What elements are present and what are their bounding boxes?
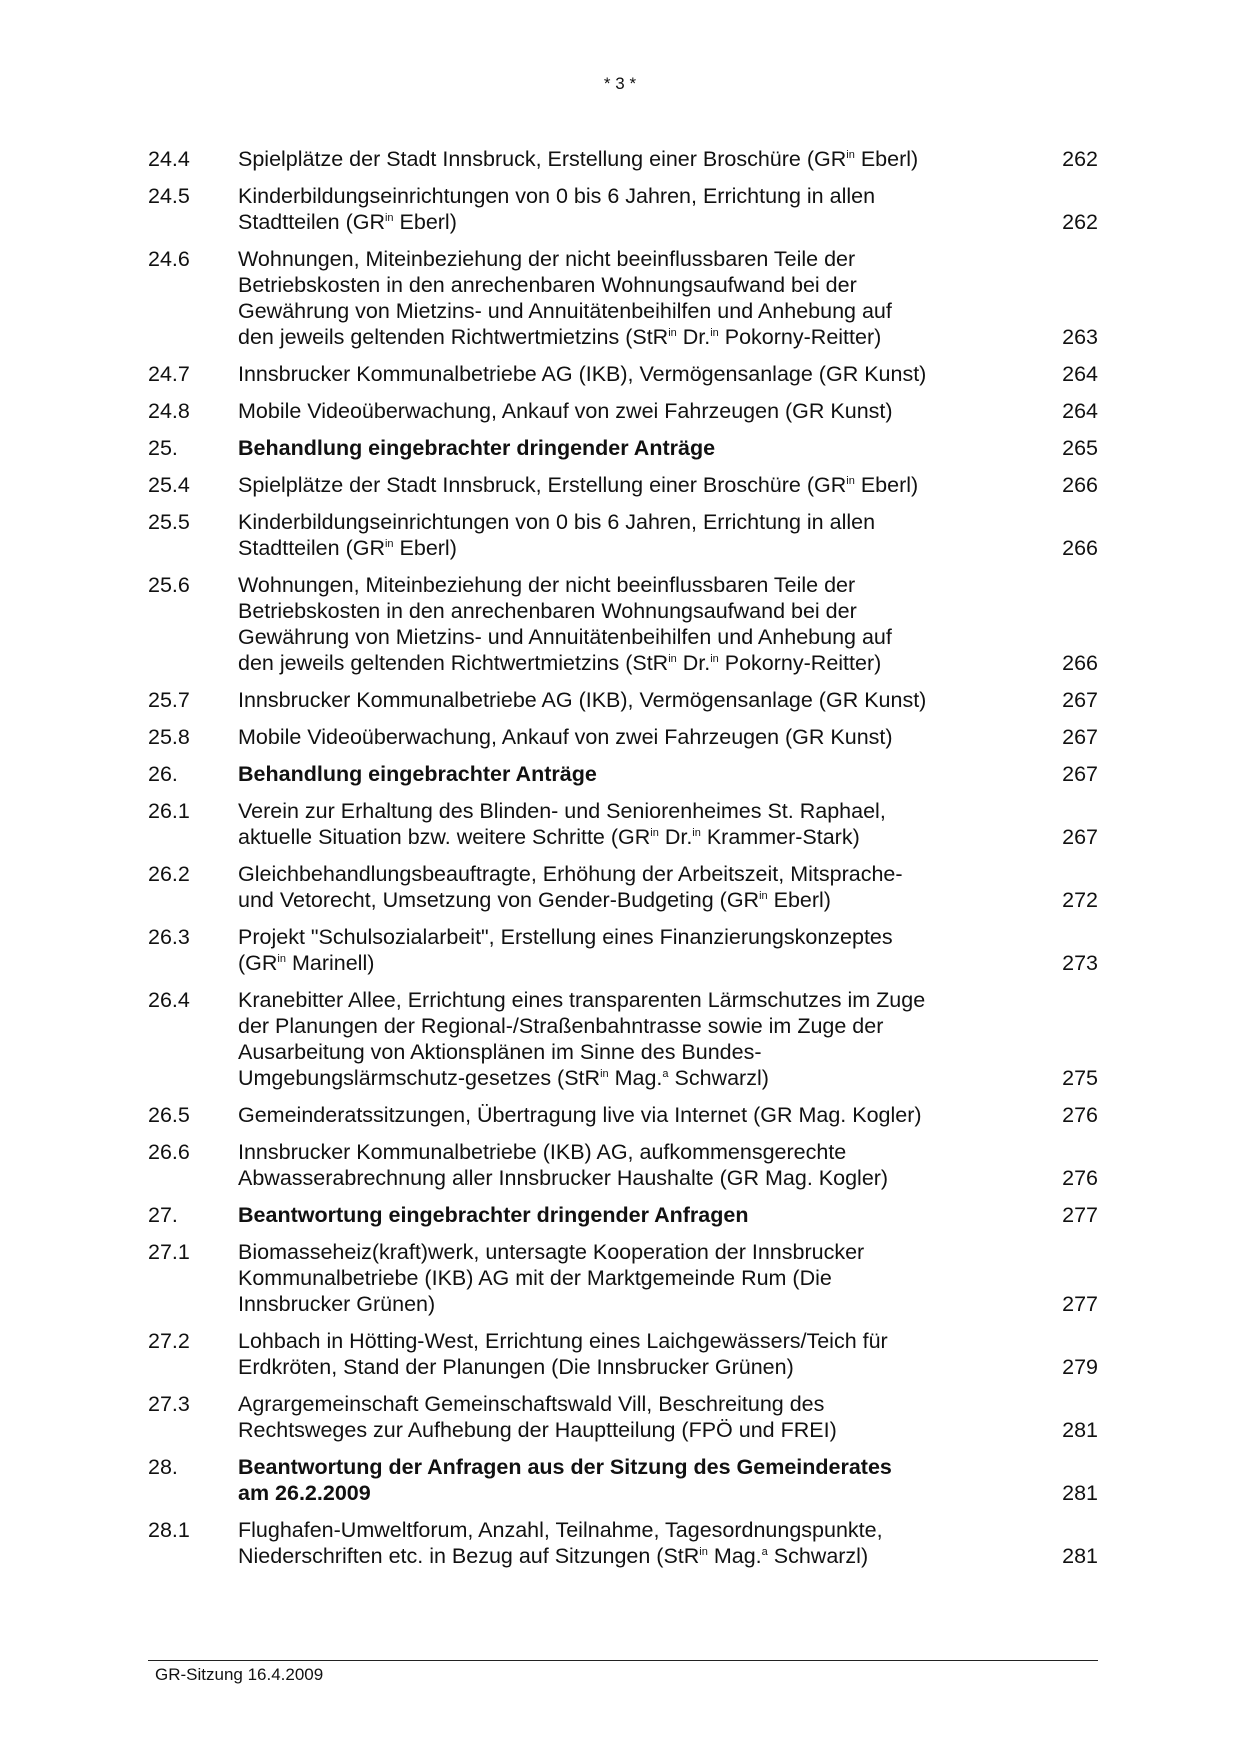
text-segment: Verein zur Erhaltung des Blinden- und Seniorenheimes St. Raphael, — [238, 799, 886, 823]
text-segment: Lohbach in Hötting-West, Errichtung eines Laichgewässers/Teich für — [238, 1329, 888, 1353]
text-segment: Gewährung von Mietzins- und Annuitätenbeihilfen und Anhebung auf — [238, 625, 892, 649]
text-segment: Mag. — [707, 1544, 762, 1568]
toc-entry-title — [238, 924, 1042, 976]
toc-entry-page: 264 — [1062, 362, 1098, 386]
toc-entry — [148, 798, 1098, 850]
text-segment: Krammer-Stark) — [700, 825, 860, 849]
toc-entry-title-line — [238, 1328, 1012, 1354]
text-segment: Wohnungen, Miteinbeziehung der nicht beeinflussbaren Teile der — [238, 247, 856, 271]
superscript: a — [662, 1068, 669, 1080]
text-segment: Eberl) — [854, 473, 919, 497]
toc-entry-page: 262 — [1062, 210, 1098, 234]
toc-entry-title-line — [238, 472, 1012, 498]
toc-entry-number: 27.2 — [148, 1329, 190, 1353]
toc-entry-title — [238, 183, 1042, 235]
toc-entry-title — [238, 1391, 1042, 1443]
toc-entry-title-line — [238, 1039, 1012, 1065]
text-segment: Behandlung eingebrachter Anträge — [238, 762, 597, 786]
toc-entry-number: 24.7 — [148, 362, 190, 386]
text-segment: Innsbrucker Kommunalbetriebe AG (IKB), Vermögensanlage (GR Kunst) — [238, 688, 927, 712]
toc-entry-title — [238, 1517, 1042, 1569]
toc-entry — [148, 183, 1098, 235]
table-of-contents — [148, 146, 1098, 1580]
text-segment: Flughafen-Umweltforum, Anzahl, Teilnahme, Tagesordnungspunkte, — [238, 1518, 883, 1542]
toc-entry-page: 275 — [1062, 1066, 1098, 1090]
text-segment: und Vetorecht, Umsetzung von Gender-Budgeting (GR — [238, 888, 760, 912]
toc-entry-number: 24.8 — [148, 399, 190, 423]
toc-entry-page: 272 — [1062, 888, 1098, 912]
toc-entry-title-line — [238, 824, 1012, 850]
text-segment: Betriebskosten in den anrechenbaren Wohnungsaufwand bei der — [238, 273, 857, 297]
toc-entry — [148, 509, 1098, 561]
page-number: * 3 * — [603, 74, 637, 93]
superscript: in — [699, 1546, 708, 1558]
toc-entry-title-line — [238, 572, 1012, 598]
text-segment: am 26.2.2009 — [238, 1481, 371, 1505]
superscript: in — [384, 538, 394, 550]
toc-entry-page: 267 — [1062, 725, 1098, 749]
toc-entry-page: 273 — [1062, 951, 1098, 975]
toc-entry-title-line — [238, 361, 1012, 387]
toc-entry-title-line — [238, 1265, 1012, 1291]
text-segment: Biomasseheiz(kraft)werk, untersagte Kooperation der Innsbrucker — [238, 1240, 865, 1264]
toc-entry-page: 276 — [1062, 1166, 1098, 1190]
toc-entry-title-line — [238, 398, 1012, 424]
toc-entry-page: 279 — [1062, 1355, 1098, 1379]
toc-entry-title — [238, 435, 1042, 461]
toc-entry-title-line — [238, 246, 1012, 272]
text-segment: Rechtsweges zur Aufhebung der Hauptteilung (FPÖ und FREI) — [238, 1418, 837, 1442]
toc-entry — [148, 146, 1098, 172]
toc-entry — [148, 1102, 1098, 1128]
superscript: in — [846, 475, 855, 487]
text-segment: Pokorny-Reitter) — [718, 325, 882, 349]
text-segment: Marinell) — [285, 951, 375, 975]
text-segment: Agrargemeinschaft Gemeinschaftswald Vill, Beschreitung des — [238, 1392, 825, 1416]
text-segment: Stadtteilen (GR — [238, 536, 385, 560]
toc-entry-title — [238, 572, 1042, 676]
toc-entry-title — [238, 246, 1042, 350]
text-segment: Pokorny-Reitter) — [718, 651, 882, 675]
toc-entry — [148, 472, 1098, 498]
text-segment: den jeweils geltenden Richtwertmietzins (StR — [238, 651, 669, 675]
toc-entry-title-line — [238, 1517, 1012, 1543]
text-segment: Wohnungen, Miteinbeziehung der nicht beeinflussbaren Teile der — [238, 573, 856, 597]
toc-entry-number: 26.2 — [148, 862, 190, 886]
toc-entry-title-line — [238, 1202, 1012, 1228]
toc-entry — [148, 724, 1098, 750]
text-segment: Spielplätze der Stadt Innsbruck, Erstellung einer Broschüre (GR — [238, 147, 847, 171]
toc-entry-number: 26.5 — [148, 1103, 190, 1127]
toc-entry-title-line — [238, 761, 1012, 787]
toc-entry-title-line — [238, 1480, 1012, 1506]
toc-entry-title-line — [238, 1102, 1012, 1128]
superscript: in — [710, 327, 719, 339]
toc-entry-title — [238, 1202, 1042, 1228]
toc-entry-number: 27.1 — [148, 1240, 190, 1264]
toc-entry-title — [238, 472, 1042, 498]
toc-entry — [148, 572, 1098, 676]
toc-entry — [148, 246, 1098, 350]
text-segment: Innsbrucker Kommunalbetriebe (IKB) AG, aufkommensgerechte — [238, 1140, 847, 1164]
toc-entry-number: 28. — [148, 1455, 178, 1479]
toc-entry-title-line — [238, 1165, 1012, 1191]
toc-entry-title — [238, 724, 1042, 750]
toc-entry-title — [238, 1239, 1042, 1317]
superscript: in — [384, 212, 394, 224]
text-segment: Eberl) — [393, 210, 457, 234]
toc-entry-title-line — [238, 1291, 1012, 1317]
toc-entry — [148, 861, 1098, 913]
footer-divider — [148, 1660, 1098, 1661]
toc-entry-title — [238, 1328, 1042, 1380]
toc-entry-page: 281 — [1062, 1418, 1098, 1442]
toc-entry-number: 24.4 — [148, 147, 190, 171]
toc-entry-number: 25.7 — [148, 688, 190, 712]
text-segment: Erdkröten, Stand der Planungen (Die Innsbrucker Grünen) — [238, 1355, 794, 1379]
toc-entry-number: 25. — [148, 436, 178, 460]
toc-entry-number: 26.1 — [148, 799, 190, 823]
text-segment: der Planungen der Regional-/Straßenbahntrasse sowie im Zuge der — [238, 1014, 884, 1038]
toc-entry-page: 266 — [1062, 536, 1098, 560]
toc-entry-title — [238, 687, 1042, 713]
toc-entry-title — [238, 987, 1042, 1091]
toc-entry-number: 26.6 — [148, 1140, 190, 1164]
toc-entry-number: 26.4 — [148, 988, 190, 1012]
toc-entry-title-line — [238, 624, 1012, 650]
text-segment: Schwarzl) — [668, 1066, 769, 1090]
toc-entry — [148, 687, 1098, 713]
text-segment: Mag. — [608, 1066, 663, 1090]
toc-entry-title-line — [238, 146, 1012, 172]
toc-entry-title-line — [238, 1454, 1012, 1480]
toc-entry-page: 267 — [1062, 762, 1098, 786]
toc-entry-title — [238, 1454, 1042, 1506]
toc-entry-title — [238, 1139, 1042, 1191]
text-segment: Eberl) — [393, 536, 457, 560]
toc-entry-page: 267 — [1062, 825, 1098, 849]
toc-entry-title-line — [238, 183, 1012, 209]
superscript: in — [650, 827, 659, 839]
toc-entry-title-line — [238, 1354, 1012, 1380]
toc-entry-title-line — [238, 1065, 1012, 1091]
toc-entry-number: 27.3 — [148, 1392, 190, 1416]
toc-entry — [148, 1202, 1098, 1228]
text-segment: Projekt "Schulsozialarbeit", Erstellung eines Finanzierungskonzeptes — [238, 925, 893, 949]
superscript: in — [846, 149, 855, 161]
toc-entry-number: 27. — [148, 1203, 178, 1227]
toc-entry — [148, 987, 1098, 1091]
text-segment: Mobile Videoüberwachung, Ankauf von zwei Fahrzeugen (GR Kunst) — [238, 399, 893, 423]
toc-entry-title-line — [238, 1391, 1012, 1417]
toc-entry-title-line — [238, 887, 1012, 913]
text-segment: Abwasserabrechnung aller Innsbrucker Haushalte (GR Mag. Kogler) — [238, 1166, 889, 1190]
superscript: in — [759, 890, 768, 902]
toc-entry-page: 281 — [1062, 1544, 1098, 1568]
toc-entry-title-line — [238, 724, 1012, 750]
toc-entry-page: 277 — [1062, 1292, 1098, 1316]
toc-entry-title — [238, 1102, 1042, 1128]
toc-entry-page: 266 — [1062, 651, 1098, 675]
toc-entry — [148, 435, 1098, 461]
text-segment: Dr. — [676, 651, 711, 675]
toc-entry-title-line — [238, 509, 1012, 535]
text-segment: Dr. — [676, 325, 711, 349]
toc-entry-number: 26. — [148, 762, 178, 786]
toc-entry-title-line — [238, 1239, 1012, 1265]
toc-entry-title — [238, 361, 1042, 387]
toc-entry — [148, 1139, 1098, 1191]
toc-entry-title — [238, 509, 1042, 561]
text-segment: Eberl) — [767, 888, 831, 912]
toc-entry-number: 25.6 — [148, 573, 190, 597]
toc-entry-title — [238, 761, 1042, 787]
toc-entry-page: 281 — [1062, 1481, 1098, 1505]
toc-entry — [148, 1328, 1098, 1380]
toc-entry-title-line — [238, 435, 1012, 461]
toc-entry-title-line — [238, 1013, 1012, 1039]
superscript: in — [668, 653, 677, 665]
superscript: in — [692, 827, 701, 839]
toc-entry-number: 24.6 — [148, 247, 190, 271]
toc-entry — [148, 924, 1098, 976]
footer-text: GR-Sitzung 16.4.2009 — [155, 1665, 324, 1684]
text-segment: Behandlung eingebrachter dringender Anträge — [238, 436, 716, 460]
superscript: in — [710, 653, 719, 665]
text-segment: Gemeinderatssitzungen, Übertragung live via Internet (GR Mag. Kogler) — [238, 1103, 922, 1127]
toc-entry-title-line — [238, 324, 1012, 350]
text-segment: Stadtteilen (GR — [238, 210, 385, 234]
toc-entry-number: 25.4 — [148, 473, 190, 497]
toc-entry-page: 262 — [1062, 147, 1098, 171]
toc-entry — [148, 361, 1098, 387]
toc-entry-page: 267 — [1062, 688, 1098, 712]
toc-entry-title-line — [238, 1417, 1012, 1443]
text-segment: Betriebskosten in den anrechenbaren Wohnungsaufwand bei der — [238, 599, 857, 623]
toc-entry-title-line — [238, 861, 1012, 887]
toc-entry-title-line — [238, 209, 1012, 235]
toc-entry-number: 25.5 — [148, 510, 190, 534]
toc-entry-page: 264 — [1062, 399, 1098, 423]
text-segment: Innsbrucker Kommunalbetriebe AG (IKB), Vermögensanlage (GR Kunst) — [238, 362, 927, 386]
text-segment: Beantwortung der Anfragen aus der Sitzung des Gemeinderates — [238, 1455, 892, 1479]
text-segment: Umgebungslärmschutz-gesetzes (StR — [238, 1066, 601, 1090]
superscript: in — [277, 953, 286, 965]
toc-entry-title — [238, 861, 1042, 913]
text-segment: Eberl) — [854, 147, 919, 171]
text-segment: Spielplätze der Stadt Innsbruck, Erstellung einer Broschüre (GR — [238, 473, 847, 497]
toc-entry-page: 276 — [1062, 1103, 1098, 1127]
toc-entry-title-line — [238, 535, 1012, 561]
toc-entry-title — [238, 146, 1042, 172]
text-segment: Mobile Videoüberwachung, Ankauf von zwei Fahrzeugen (GR Kunst) — [238, 725, 893, 749]
toc-entry-number: 25.8 — [148, 725, 190, 749]
toc-entry — [148, 1454, 1098, 1506]
text-segment: Schwarzl) — [767, 1544, 869, 1568]
toc-entry-title-line — [238, 298, 1012, 324]
toc-entry-title-line — [238, 924, 1012, 950]
text-segment: Kinderbildungseinrichtungen von 0 bis 6 Jahren, Errichtung in allen — [238, 184, 876, 208]
text-segment: Innsbrucker Grünen) — [238, 1292, 436, 1316]
text-segment: (GR — [238, 951, 278, 975]
superscript: in — [668, 327, 677, 339]
toc-entry-page: 277 — [1062, 1203, 1098, 1227]
text-segment: Kinderbildungseinrichtungen von 0 bis 6 Jahren, Errichtung in allen — [238, 510, 876, 534]
toc-entry-title-line — [238, 687, 1012, 713]
toc-entry-title-line — [238, 650, 1012, 676]
toc-entry — [148, 398, 1098, 424]
text-segment: Niederschriften etc. in Bezug auf Sitzungen (StR — [238, 1544, 700, 1568]
text-segment: den jeweils geltenden Richtwertmietzins (StR — [238, 325, 669, 349]
toc-entry-title-line — [238, 272, 1012, 298]
toc-entry-title — [238, 798, 1042, 850]
toc-entry-page: 265 — [1062, 436, 1098, 460]
text-segment: Dr. — [658, 825, 693, 849]
toc-entry-number: 26.3 — [148, 925, 190, 949]
toc-entry — [148, 1239, 1098, 1317]
text-segment: Gewährung von Mietzins- und Annuitätenbeihilfen und Anhebung auf — [238, 299, 892, 323]
text-segment: Beantwortung eingebrachter dringender Anfragen — [238, 1203, 749, 1227]
toc-entry — [148, 1391, 1098, 1443]
toc-entry-number: 24.5 — [148, 184, 190, 208]
text-segment: Kranebitter Allee, Errichtung eines transparenten Lärmschutzes im Zuge — [238, 988, 926, 1012]
toc-entry-page: 266 — [1062, 473, 1098, 497]
toc-entry-title-line — [238, 950, 1012, 976]
superscript: in — [600, 1068, 609, 1080]
toc-entry — [148, 1517, 1098, 1569]
toc-entry-title — [238, 398, 1042, 424]
text-segment: Gleichbehandlungsbeauftragte, Erhöhung der Arbeitszeit, Mitsprache- — [238, 862, 903, 886]
text-segment: Ausarbeitung von Aktionsplänen im Sinne des Bundes- — [238, 1040, 762, 1064]
toc-entry-title-line — [238, 1543, 1012, 1569]
text-segment: Kommunalbetriebe (IKB) AG mit der Marktgemeinde Rum (Die — [238, 1266, 832, 1290]
toc-entry-title-line — [238, 987, 1012, 1013]
superscript: a — [761, 1546, 768, 1558]
toc-entry-title-line — [238, 598, 1012, 624]
toc-entry — [148, 761, 1098, 787]
toc-entry-page: 263 — [1062, 325, 1098, 349]
text-segment: aktuelle Situation bzw. weitere Schritte (GR — [238, 825, 651, 849]
toc-entry-number: 28.1 — [148, 1518, 190, 1542]
toc-entry-title-line — [238, 798, 1012, 824]
toc-entry-title-line — [238, 1139, 1012, 1165]
